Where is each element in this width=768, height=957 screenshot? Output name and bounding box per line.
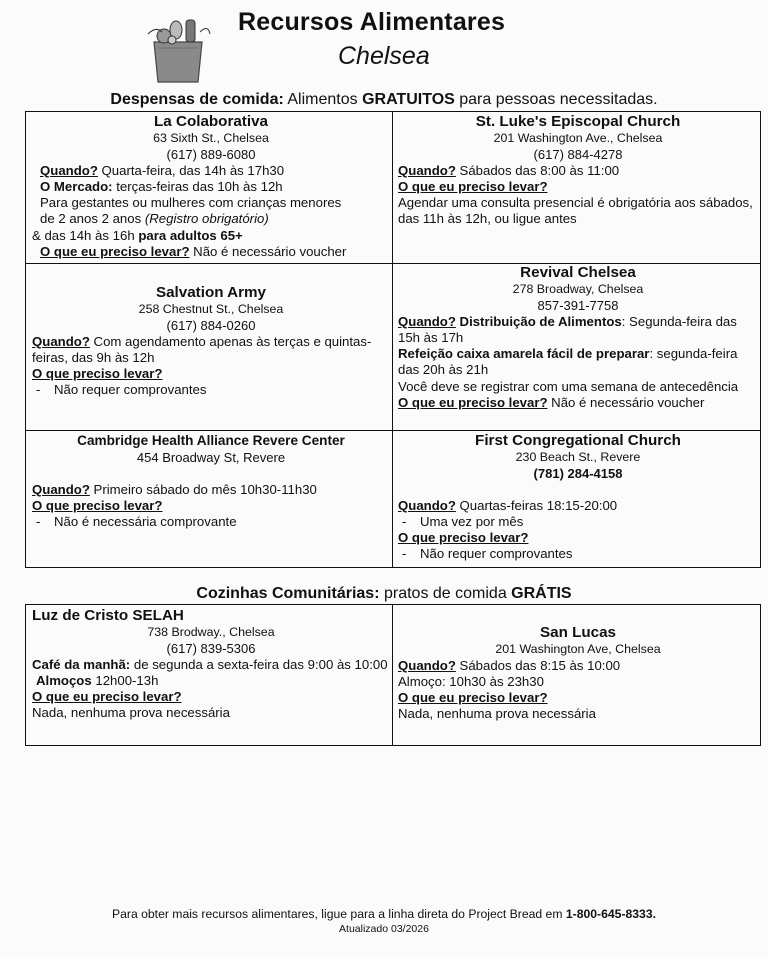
- pantry-name: Salvation Army: [155, 284, 266, 301]
- pantry-name: St. Luke's Episcopal Church: [475, 113, 681, 130]
- grocery-bag-icon: [144, 14, 212, 84]
- hotline-number[interactable]: 1-800-645-8333.: [565, 907, 656, 921]
- pantry-address: 201 Washington Ave., Chelsea: [493, 131, 663, 145]
- pantry-phone[interactable]: (617) 884-4278: [533, 146, 623, 162]
- pantry-cambridge-health: Cambridge Health Alliance Revere Center 454 Broadway St, Revere Quando? Primeiro sábado do mês 10h30-11h30 O que preciso levar? - Não é necessária comprovante: [32, 432, 390, 566]
- pantries-heading: Despensas de comida: Alimentos GRATUITOS para pessoas necessitadas.: [110, 91, 658, 108]
- footer-updated: Atualizado 03/2026: [339, 923, 429, 935]
- pantry-address: 230 Beach St., Revere: [515, 450, 641, 464]
- pantry-first-congregational: First Congregational Church 230 Beach St., Revere (781) 284-4158 Quando? Quartas-feiras 18:15-20:00 - Uma vez por mês O que preciso levar? - Não requer comprovantes: [398, 432, 758, 566]
- pantry-st-lukes: St. Luke's Episcopal Church 201 Washington Ave., Chelsea (617) 884-4278 Quando? Sábados das 8:00 às 11:00 O que eu preciso levar? Agendar uma consulta presencial é obrigatória aos sábados, das 11h às 12h, ou ligue antes: [398, 113, 758, 263]
- pantry-la-colaborativa: La Colaborativa 63 Sixth St., Chelsea (617) 889-6080 Quando? Quarta-feira, das 14h às 17h30 O Mercado: terças-feiras das 10h às 12h Para gestantes ou mulheres com crianças menores de 2 anos 2 anos (Registro obrigatório) & das 14h às 16h para adultos 65+ O que eu preciso levar? Não é necessário voucher: [32, 113, 390, 263]
- pantry-address: 63 Sixth St., Chelsea: [153, 131, 269, 145]
- kitchen-name: Luz de Cristo SELAH: [32, 607, 184, 624]
- kitchen-name: San Lucas: [540, 624, 616, 641]
- pantry-name: Revival Chelsea: [520, 264, 636, 281]
- kitchen-phone[interactable]: (617) 839-5306: [166, 640, 256, 656]
- pantry-phone[interactable]: (617) 884-0260: [166, 317, 256, 333]
- kitchen-address: 201 Washington Ave, Chelsea: [495, 642, 661, 656]
- kitchen-address: 738 Brodway., Chelsea: [147, 625, 275, 639]
- pantry-address: 278 Broadway, Chelsea: [512, 282, 644, 296]
- pantry-name: La Colaborativa: [154, 113, 268, 130]
- footer-hotline: Para obter mais recursos alimentares, ligue para a linha direta do Project Bread em 1-800-645-8333.: [112, 907, 656, 921]
- page-subtitle: Chelsea: [338, 42, 430, 70]
- pantry-phone[interactable]: (617) 889-6080: [166, 146, 256, 162]
- pantry-revival-chelsea: Revival Chelsea 278 Broadway, Chelsea 857-391-7758 Quando? Distribuição de Alimentos: Segunda-feira das 15h às 17h Refeição caixa amarela fácil de preparar: segunda-feira das 20h às 21h Você deve se registrar com uma semana de antecedência O que eu preciso levar? Não é necessário voucher: [398, 264, 758, 430]
- pantry-address: 258 Chestnut St., Chelsea: [138, 302, 284, 316]
- kitchen-san-lucas: San Lucas 201 Washington Ave, Chelsea Quando? Sábados das 8:15 às 10:00 Almoço: 10h30 às 23h30 O que eu preciso levar? Nada, nenhuma prova necessária: [398, 624, 758, 744]
- kitchens-heading: Cozinhas Comunitárias: pratos de comida GRÁTIS: [196, 585, 572, 602]
- pantry-phone[interactable]: (781) 284-4158: [533, 465, 623, 481]
- pantry-name: Cambridge Health Alliance Revere Center: [77, 433, 345, 448]
- pantry-address: 454 Broadway St, Revere: [136, 450, 286, 465]
- pantry-salvation-army: Salvation Army 258 Chestnut St., Chelsea (617) 884-0260 Quando? Com agendamento apenas às terças e quintas-feiras, das 9h às 12h O que preciso levar? - Não requer comprovantes: [32, 284, 390, 429]
- pantry-name: First Congregational Church: [475, 432, 681, 449]
- page-title: Recursos Alimentares: [238, 8, 506, 36]
- kitchen-luz-de-cristo: Luz de Cristo SELAH 738 Brodway., Chelsea (617) 839-5306 Café da manhã: de segunda a sexta-feira das 9:00 às 10:00 Almoços 12h00-13h O que eu preciso levar? Nada, nenhuma prova necessária: [32, 607, 390, 744]
- pantry-phone[interactable]: 857-391-7758: [537, 297, 619, 313]
